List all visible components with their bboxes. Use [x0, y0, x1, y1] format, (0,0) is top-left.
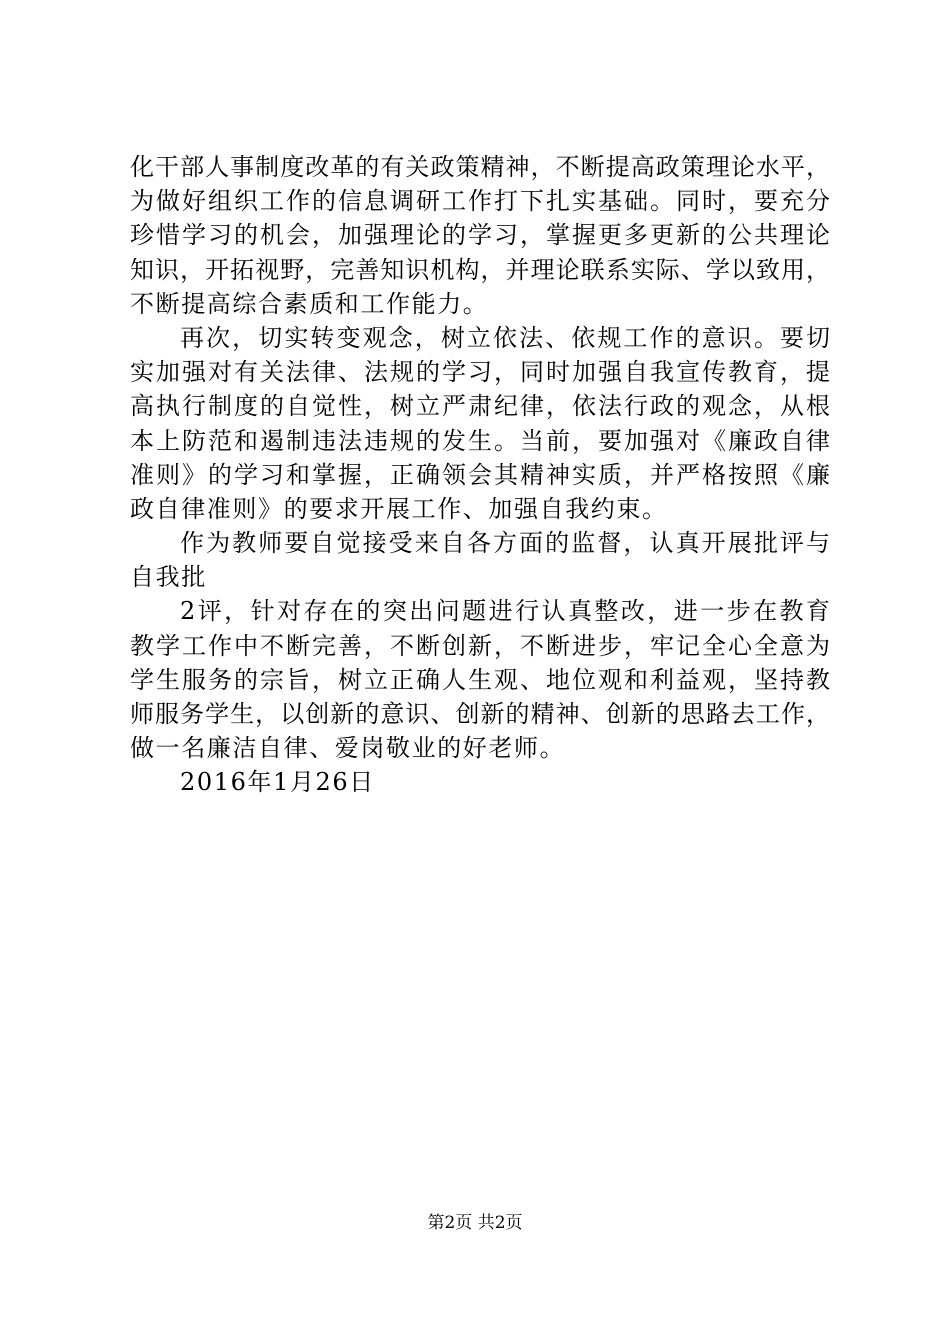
paragraph-line: 本上防范和遏制违法违规的发生。当前，要加强对《廉政自律	[130, 426, 830, 455]
paragraph-line: 高执行制度的自觉性，树立严肃纪律，依法行政的观念，从根	[130, 392, 830, 421]
document-date: 2016年1月26日	[180, 768, 375, 797]
page-footer	[0, 1212, 950, 1234]
paragraph-line: 珍惜学习的机会，加强理论的学习，掌握更多更新的公共理论	[130, 221, 830, 250]
paragraph-line: 实加强对有关法律、法规的学习，同时加强自我宣传教育，提	[130, 358, 830, 387]
document-body	[130, 150, 830, 800]
paragraph-line: 2评，针对存在的突出问题进行认真整改，进一步在教育	[180, 597, 830, 626]
paragraph-line: 为做好组织工作的信息调研工作打下扎实基础。同时，要充分	[130, 187, 830, 216]
paragraph-line: 自我批	[130, 563, 207, 592]
paragraph-line: 再次，切实转变观念，树立依法、依规工作的意识。要切	[180, 323, 830, 352]
paragraph-line: 知识，开拓视野，完善知识机构，并理论联系实际、学以致用，	[130, 255, 830, 284]
page-indicator: 第2页 共2页	[427, 1213, 523, 1233]
paragraph-line: 化干部人事制度改革的有关政策精神，不断提高政策理论水平，	[130, 153, 830, 181]
paragraph-line: 不断提高综合素质和工作能力。	[130, 289, 489, 318]
paragraph-line: 作为教师要自觉接受来自各方面的监督，认真开展批评与	[180, 529, 830, 558]
paragraph-line: 做一名廉洁自律、爱岗敬业的好老师。	[130, 734, 566, 763]
paragraph-line: 教学工作中不断完善，不断创新，不断进步，牢记全心全意为	[130, 631, 830, 660]
paragraph-line: 学生服务的宗旨，树立正确人生观、地位观和利益观，坚持教	[130, 665, 830, 694]
paragraph-line: 师服务学生，以创新的意识、创新的精神、创新的思路去工作，	[130, 700, 830, 728]
paragraph-line: 准则》的学习和掌握，正确领会其精神实质，并严格按照《廉	[130, 460, 830, 489]
paragraph-line: 政自律准则》的要求开展工作、加强自我约束。	[130, 494, 668, 523]
